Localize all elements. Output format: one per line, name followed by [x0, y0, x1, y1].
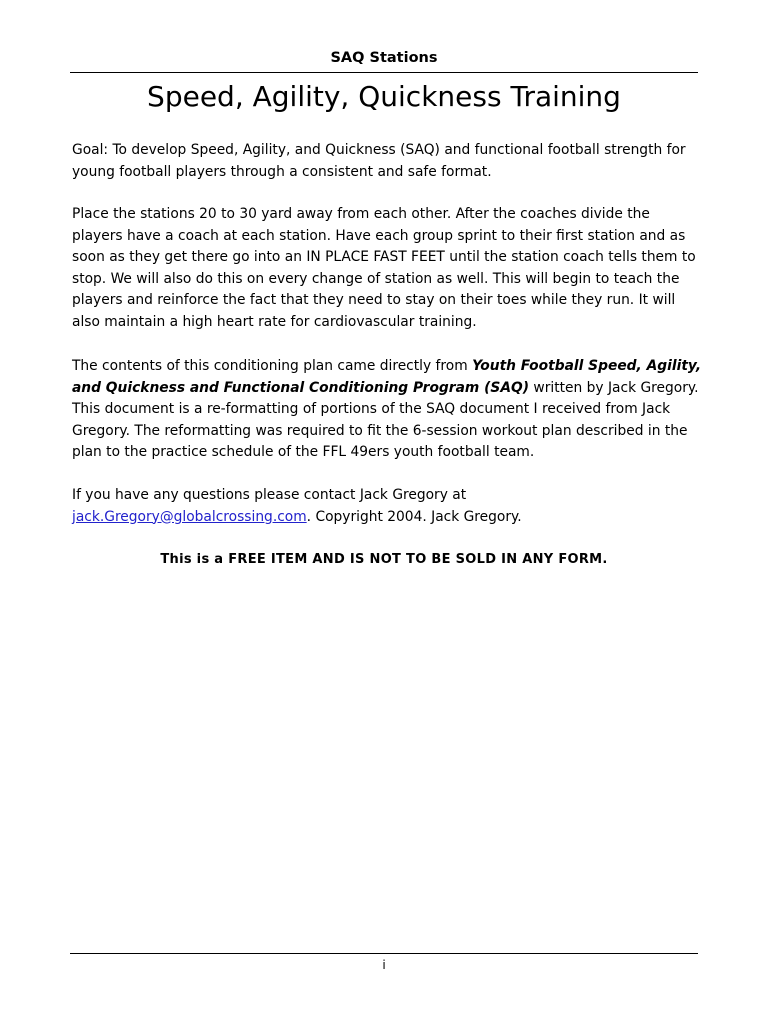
goal-label: Goal: — [72, 142, 109, 158]
contents-after-title: written by Jack Gregory. This document is a re-formatting of portions of the SAQ document I received from Jack Gregory. The reformatting was required to fit the 6-session workout plan described in the plan to the practice schedule of the FFL 49ers youth football team. — [72, 379, 699, 461]
contents-intro: The contents of this conditioning plan came directly from — [72, 358, 473, 374]
header-rule — [70, 72, 698, 73]
contact-intro: If you have any questions please contact Jack Gregory at — [72, 487, 467, 503]
stations-paragraph: Place the stations 20 to 30 yard away from each other. After the coaches divide the players have a coach at each station. Have each group sprint to their first station and as soon as they get there go into an IN PLACE FAST FEET until the station coach tells them to stop. We will also do this on every change of station as well. This will begin to teach the players and reinforce the fact that they need to stay on their toes while they run. It will also maintain a high heart rate for cardiovascular training. — [72, 206, 696, 330]
footer-rule — [70, 953, 698, 954]
goal-text: To develop Speed, Agility, and Quickness (SAQ) and functional football strength for young football players through a consistent and safe format. — [72, 142, 686, 180]
contents-paragraph — [72, 356, 702, 464]
header-title: SAQ Stations — [330, 50, 438, 66]
page-title: Speed, Agility, Quickness Training — [147, 80, 621, 113]
page-number: i — [382, 958, 386, 972]
contact-paragraph — [72, 485, 702, 528]
contact-outro: . Copyright 2004. Jack Gregory. — [306, 508, 522, 525]
email-link[interactable]: jack.Gregory@globalcrossing.com — [72, 508, 307, 525]
free-item-notice: This is a FREE ITEM AND IS NOT TO BE SOLD IN ANY FORM. — [160, 552, 608, 567]
program-title: Youth Football Speed, Agility, and Quickness and Functional Conditioning Program (SAQ) — [72, 358, 702, 396]
goal-paragraph — [72, 140, 702, 183]
